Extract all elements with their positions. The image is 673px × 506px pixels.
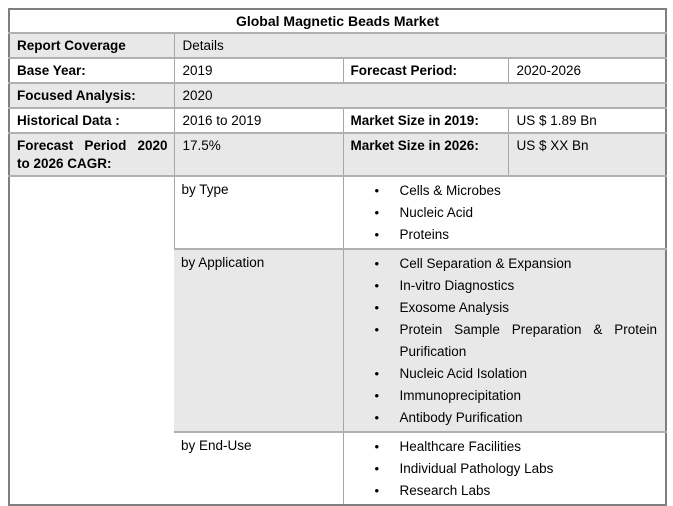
list-item-text: Immunoprecipitation [399, 388, 522, 403]
cagr-label: Forecast Period 2020 to 2026 CAGR: [9, 133, 174, 176]
market-size-2026-value: US $ XX Bn [508, 133, 666, 176]
bullet-icon: • [374, 256, 380, 271]
list-item-text: Nucleic Acid [399, 205, 474, 220]
list-item [344, 253, 658, 275]
list-item [344, 180, 658, 202]
list-item-text: Antibody Purification [399, 410, 523, 425]
list-item-text: Healthcare Facilities [399, 439, 522, 454]
list-item [344, 385, 658, 407]
by-end-use-label: by End-Use [174, 432, 343, 505]
bullet-icon: • [374, 278, 380, 293]
empty-left-cell [9, 176, 174, 505]
row-report-coverage [9, 33, 666, 58]
report-coverage-label: Report Coverage [9, 33, 174, 58]
forecast-period-value: 2020-2026 [508, 58, 666, 83]
table-title: Global Magnetic Beads Market [235, 13, 440, 29]
row-focused-analysis [9, 83, 666, 108]
list-item [344, 407, 658, 429]
focused-analysis-label: Focused Analysis: [9, 83, 174, 108]
by-end-use-items [343, 432, 666, 505]
bullet-icon: • [374, 410, 380, 425]
by-application-items [343, 249, 666, 432]
list-item [344, 363, 658, 385]
bullet-icon: • [374, 322, 380, 337]
bullet-icon: • [374, 300, 380, 315]
list-item [344, 480, 658, 502]
row-base-year [9, 58, 666, 83]
market-size-2019-value: US $ 1.89 Bn [508, 108, 666, 133]
bullet-icon: • [374, 183, 380, 198]
cagr-value: 17.5% [174, 133, 343, 176]
bullet-icon: • [374, 227, 380, 242]
by-application-label: by Application [174, 249, 343, 432]
row-historical-data [9, 108, 666, 133]
by-type-items [343, 176, 666, 249]
list-item-text: In-vitro Diagnostics [399, 278, 515, 293]
list-item [344, 319, 658, 363]
list-item [344, 202, 658, 224]
market-size-2019-label: Market Size in 2019: [343, 108, 508, 133]
bullet-icon: • [374, 205, 380, 220]
bullet-icon: • [374, 366, 380, 381]
list-item [344, 275, 658, 297]
list-item-text: Cell Separation & Expansion [399, 256, 572, 271]
row-cagr [9, 133, 666, 176]
base-year-label: Base Year: [9, 58, 174, 83]
list-item-text: Protein Sample Preparation & Protein Purification [399, 322, 657, 359]
title-row [9, 9, 666, 33]
row-segment-by-type [9, 176, 666, 249]
list-item [344, 458, 658, 480]
list-item-text: Proteins [399, 227, 450, 242]
historical-data-value: 2016 to 2019 [174, 108, 343, 133]
market-size-2026-label: Market Size in 2026: [343, 133, 508, 176]
focused-analysis-value: 2020 [174, 83, 666, 108]
list-item-text: Exosome Analysis [399, 300, 510, 315]
list-item-text: Individual Pathology Labs [399, 461, 554, 476]
forecast-period-label: Forecast Period: [343, 58, 508, 83]
bullet-icon: • [374, 388, 380, 403]
bullet-icon: • [374, 483, 380, 498]
list-item-text: Nucleic Acid Isolation [399, 366, 528, 381]
bullet-icon: • [374, 461, 380, 476]
bullet-icon: • [374, 439, 380, 454]
list-item-text: Cells & Microbes [399, 183, 501, 198]
list-item [344, 224, 658, 246]
list-item [344, 436, 658, 458]
base-year-value: 2019 [174, 58, 343, 83]
by-type-label: by Type [174, 176, 343, 249]
list-item [344, 297, 658, 319]
market-report-table [8, 8, 667, 506]
report-coverage-value: Details [174, 33, 666, 58]
historical-data-label: Historical Data : [9, 108, 174, 133]
list-item-text: Research Labs [399, 483, 491, 498]
